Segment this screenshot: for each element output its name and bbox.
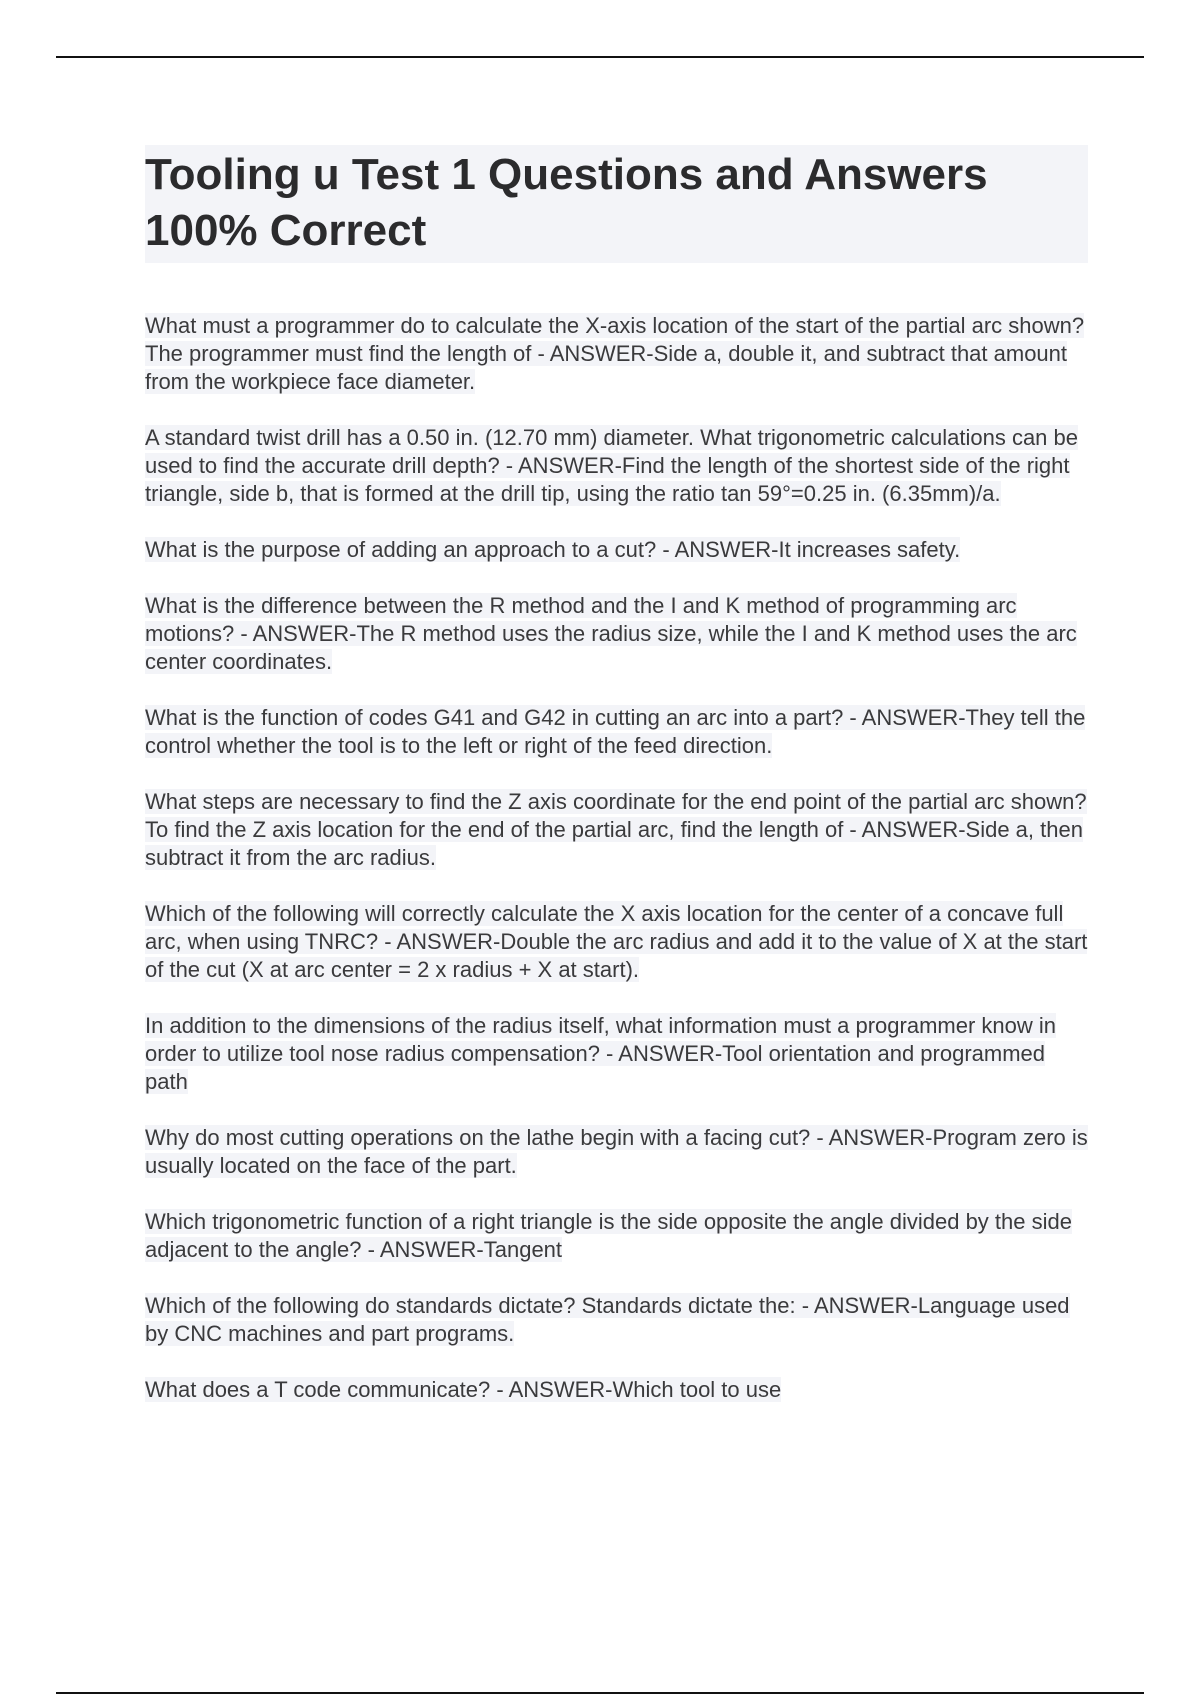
qa-item-7 — [145, 900, 1091, 984]
qa-text: What does a T code communicate? - ANSWER-Which tool to use — [145, 1377, 782, 1402]
qa-text: Why do most cutting operations on the lathe begin with a facing cut? - ANSWER-Program zero is usually located on the face of the part. — [145, 1125, 1088, 1178]
qa-item-4 — [145, 592, 1091, 676]
qa-text: Which of the following will correctly calculate the X axis location for the center of a concave full arc, when using TNRC? - ANSWER-Double the arc radius and add it to the value of X at the start of the cut (X at arc center = 2 x radius + X at start). — [145, 901, 1088, 982]
top-rule — [56, 56, 1144, 58]
qa-text: In addition to the dimensions of the radius itself, what information must a programmer know in order to utilize tool nose radius compensation? - ANSWER-Tool orientation and programmed path — [145, 1013, 1057, 1094]
qa-item-12 — [145, 1376, 1091, 1404]
qa-text: What must a programmer do to calculate the X-axis location of the start of the partial arc shown? The programmer must find the length of - ANSWER-Side a, double it, and subtract that amount from the workpiece face diameter. — [145, 313, 1085, 394]
qa-item-8 — [145, 1012, 1091, 1096]
qa-text: What is the function of codes G41 and G42 in cutting an arc into a part? - ANSWER-They tell the control whether the tool is to the left or right of the feed direction. — [145, 705, 1086, 758]
qa-item-11 — [145, 1292, 1091, 1348]
bottom-rule — [56, 1692, 1144, 1694]
qa-item-2 — [145, 424, 1091, 508]
qa-text: Which of the following do standards dictate? Standards dictate the: - ANSWER-Language used by CNC machines and part programs. — [145, 1293, 1070, 1346]
qa-item-1 — [145, 312, 1091, 396]
qa-text: What steps are necessary to find the Z axis coordinate for the end point of the partial arc shown? To find the Z axis location for the end of the partial arc, find the length of - ANSWER-Side a, then subtract it from the arc radius. — [145, 789, 1087, 870]
qa-text: Which trigonometric function of a right triangle is the side opposite the angle divided by the side adjacent to the angle? - ANSWER-Tangent — [145, 1209, 1072, 1262]
qa-item-6 — [145, 788, 1091, 872]
qa-list — [145, 312, 1091, 1432]
qa-text: What is the purpose of adding an approach to a cut? - ANSWER-It increases safety. — [145, 537, 961, 562]
qa-item-5 — [145, 704, 1091, 760]
qa-text: A standard twist drill has a 0.50 in. (12.70 mm) diameter. What trigonometric calculations can be used to find the accurate drill depth? - ANSWER-Find the length of the shortest side of the right triangle, side b, that is formed at the drill tip, using the ratio tan 59°=0.25 in. (6.35mm)/a. — [145, 425, 1078, 506]
qa-item-10 — [145, 1208, 1091, 1264]
qa-text: What is the difference between the R method and the I and K method of programming arc motions? - ANSWER-The R method uses the radius size, while the I and K method uses the arc center coordinates. — [145, 593, 1077, 674]
qa-item-9 — [145, 1124, 1091, 1180]
document-title: Tooling u Test 1 Questions and Answers 100% Correct — [145, 145, 1088, 263]
qa-item-3 — [145, 536, 1091, 564]
